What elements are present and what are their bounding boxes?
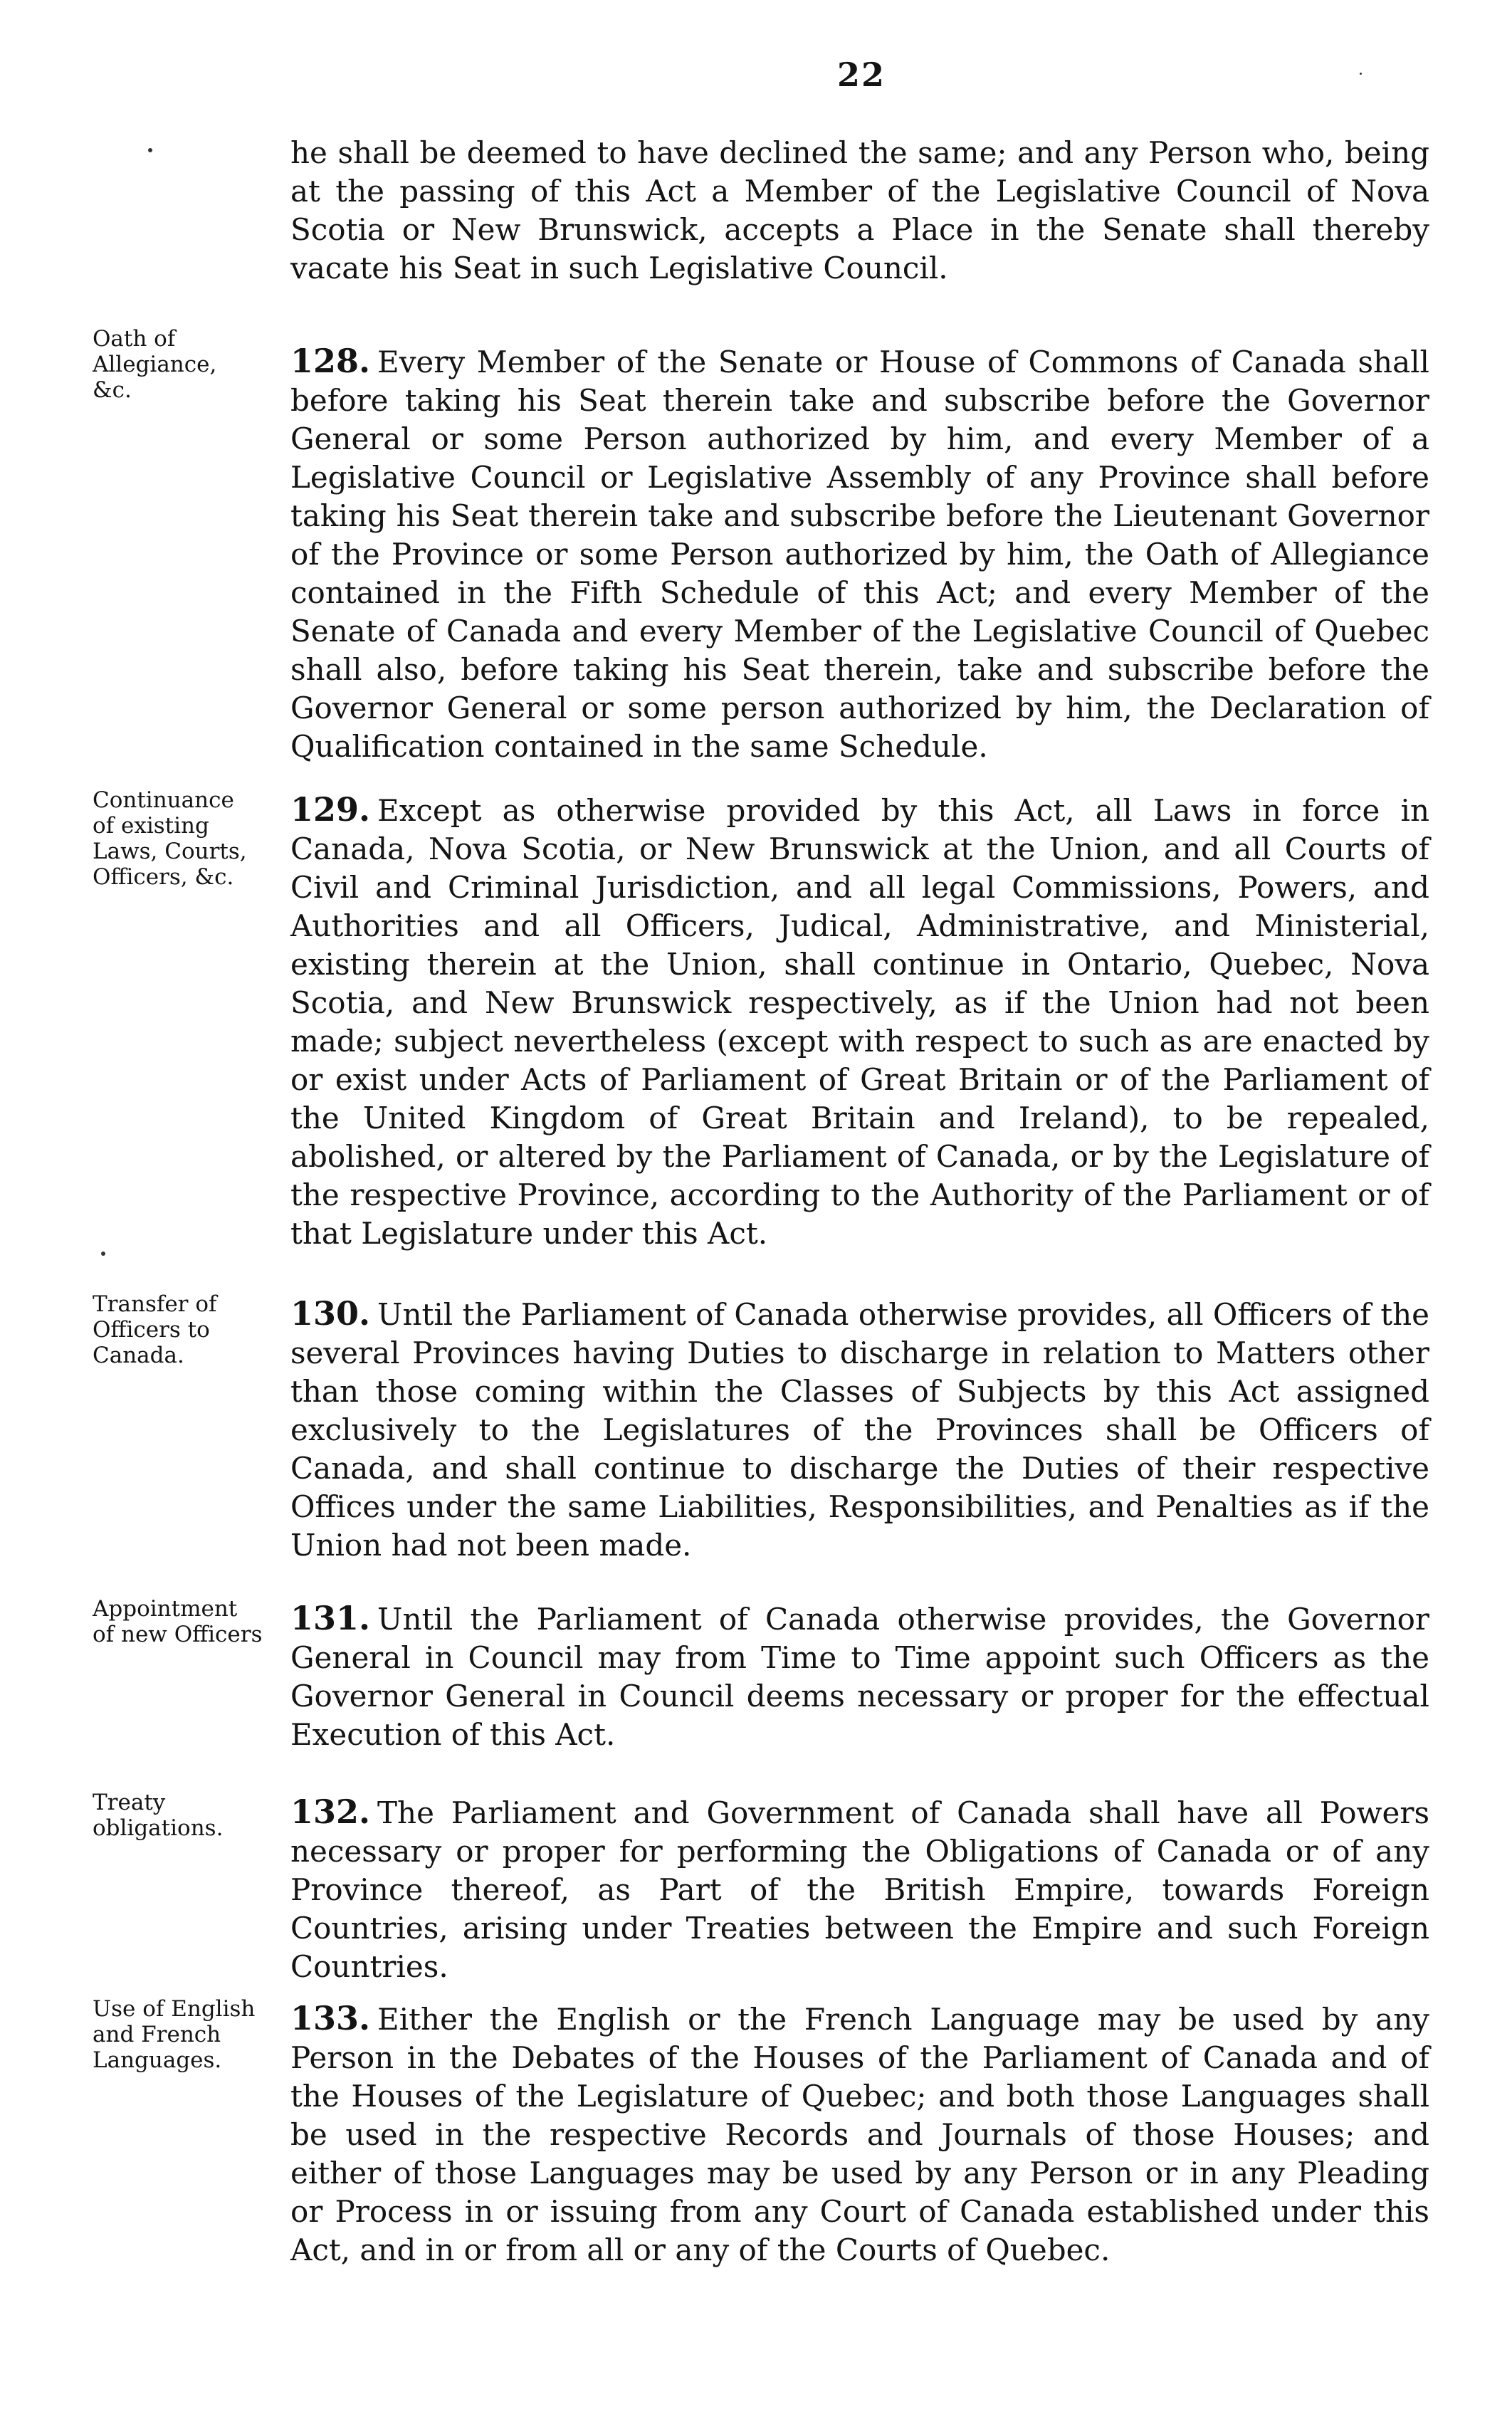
sidenote-line: Treaty: [93, 1790, 166, 1815]
scan-speck: [101, 1252, 105, 1256]
sidenote-line: Continuance: [93, 787, 234, 813]
sidenote-133: [93, 1996, 285, 2073]
sidenote-line: Use of English: [93, 1996, 256, 2022]
section-133: [290, 1999, 1429, 2270]
continuation-text: he shall be deemed to have declined the same; and any Person who, being at the passing of this Act a Member of the Legislative Council of Nova Scotia or New Brunswick, accepts a Place in the Senate shall thereby vacate his Seat in such Legislative Council.: [290, 135, 1429, 285]
sidenote-132: [93, 1790, 285, 1841]
sidenote-line: of existing: [93, 813, 209, 839]
section-paragraph: [290, 1599, 1429, 1754]
sidenote-131: [93, 1596, 285, 1647]
sidenote-line: Oath of: [93, 326, 176, 352]
sidenote-line: of new Officers: [93, 1622, 263, 1647]
sidenote-line: Officers to: [93, 1317, 210, 1343]
sidenote-line: Canada.: [93, 1343, 184, 1368]
section-paragraph: [290, 342, 1429, 766]
section-text: Until the Parliament of Canada otherwise provides, the Governor General in Council may from Time to Time appoint such Officers as the Governor General in Council deems necessary or proper for the effectual Execution of this Act.: [290, 1602, 1429, 1752]
sidenote-128: [93, 326, 285, 403]
section-131: [290, 1599, 1429, 1754]
section-number: 128.: [290, 342, 371, 380]
section-129: [290, 790, 1429, 1253]
scan-speck: [148, 148, 152, 152]
section-number: 131.: [290, 1599, 371, 1637]
continuation-paragraph: [290, 134, 1429, 288]
section-paragraph: [290, 1294, 1429, 1565]
section-number: 133.: [290, 1999, 371, 2037]
sidenote-129: [93, 787, 285, 890]
section-number: 129.: [290, 790, 371, 829]
sidenote-line: and French: [93, 2022, 221, 2047]
section-text: Either the English or the French Language may be used by any Person in the Debates of the Houses of the Parliament of Canada and of the Houses of the Legislature of Quebec; and both those Languages shall be used in the respective Records and Journals of those Houses; and either of those Languages may be used by any Person or in any Pleading or Process in or issuing from any Court of Canada established under this Act, and in or from all or any of the Courts of Quebec.: [290, 2002, 1429, 2267]
sidenote-line: obligations.: [93, 1815, 224, 1841]
sidenote-line: Laws, Courts,: [93, 839, 247, 864]
section-number: 132.: [290, 1793, 371, 1831]
section-128: [290, 342, 1429, 766]
sidenote-line: Allegiance,: [93, 352, 217, 377]
sidenote-line: Appointment: [93, 1596, 238, 1622]
section-paragraph: [290, 1999, 1429, 2270]
scan-speck: [1360, 73, 1362, 75]
sidenote-line: Languages.: [93, 2047, 222, 2073]
section-text: Except as otherwise provided by this Act, all Laws in force in Canada, Nova Scotia, or New Brunswick at the Union, and all Courts of Civil and Criminal Jurisdiction, and all legal Commissions, Powers, and Authorities and all Officers, Judical, Administrative, and Ministerial, existing therein at the Union, shall continue in Ontario, Quebec, Nova Scotia, and New Brunswick respectively, as if the Union had not been made; subject nevertheless (except with respect to such as are enacted by or exist under Acts of Parliament of Great Britain or of the Parliament of the United Kingdom of Great Britain and Ireland), to be repealed, abolished, or altered by the Parliament of Canada, or by the Legislature of the respective Province, according to the Authority of the Parliament or of that Legislature under this Act.: [290, 793, 1429, 1251]
section-paragraph: [290, 790, 1429, 1253]
section-paragraph: [290, 1793, 1429, 1986]
section-number: 130.: [290, 1294, 371, 1333]
sidenote-line: Transfer of: [93, 1291, 217, 1317]
section-text: Until the Parliament of Canada otherwise provides, all Officers of the several Provinces having Duties to discharge in relation to Matters other than those coming within the Classes of Subjects by this Act assigned exclusively to the Legislatures of the Provinces shall be Officers of Canada, and shall continue to discharge the Duties of their respective Offices under the same Liabilities, Responsibilities, and Penalties as if the Union had not been made.: [290, 1297, 1429, 1563]
section-132: [290, 1793, 1429, 1986]
section-130: [290, 1294, 1429, 1565]
sidenote-line: &c.: [93, 377, 132, 403]
sidenote-130: [93, 1291, 285, 1368]
sidenote-line: Officers, &c.: [93, 864, 234, 890]
page-number: 22: [836, 56, 886, 94]
section-text: The Parliament and Government of Canada shall have all Powers necessary or proper for performing the Obligations of Canada or of any Province thereof, as Part of the British Empire, towards Foreign Countries, arising under Treaties between the Empire and such Foreign Countries.: [290, 1795, 1429, 1984]
section-text: Every Member of the Senate or House of Commons of Canada shall before taking his Seat therein take and subscribe before the Governor General or some Person authorized by him, and every Member of a Legislative Council or Legislative Assembly of any Province shall before taking his Seat therein take and subscribe before the Lieutenant Governor of the Province or some Person authorized by him, the Oath of Allegiance contained in the Fifth Schedule of this Act; and every Member of the Senate of Canada and every Member of the Legislative Council of Quebec shall also, before taking his Seat therein, take and subscribe before the Governor General or some person authorized by him, the Declaration of Qualification contained in the same Schedule.: [290, 345, 1429, 764]
